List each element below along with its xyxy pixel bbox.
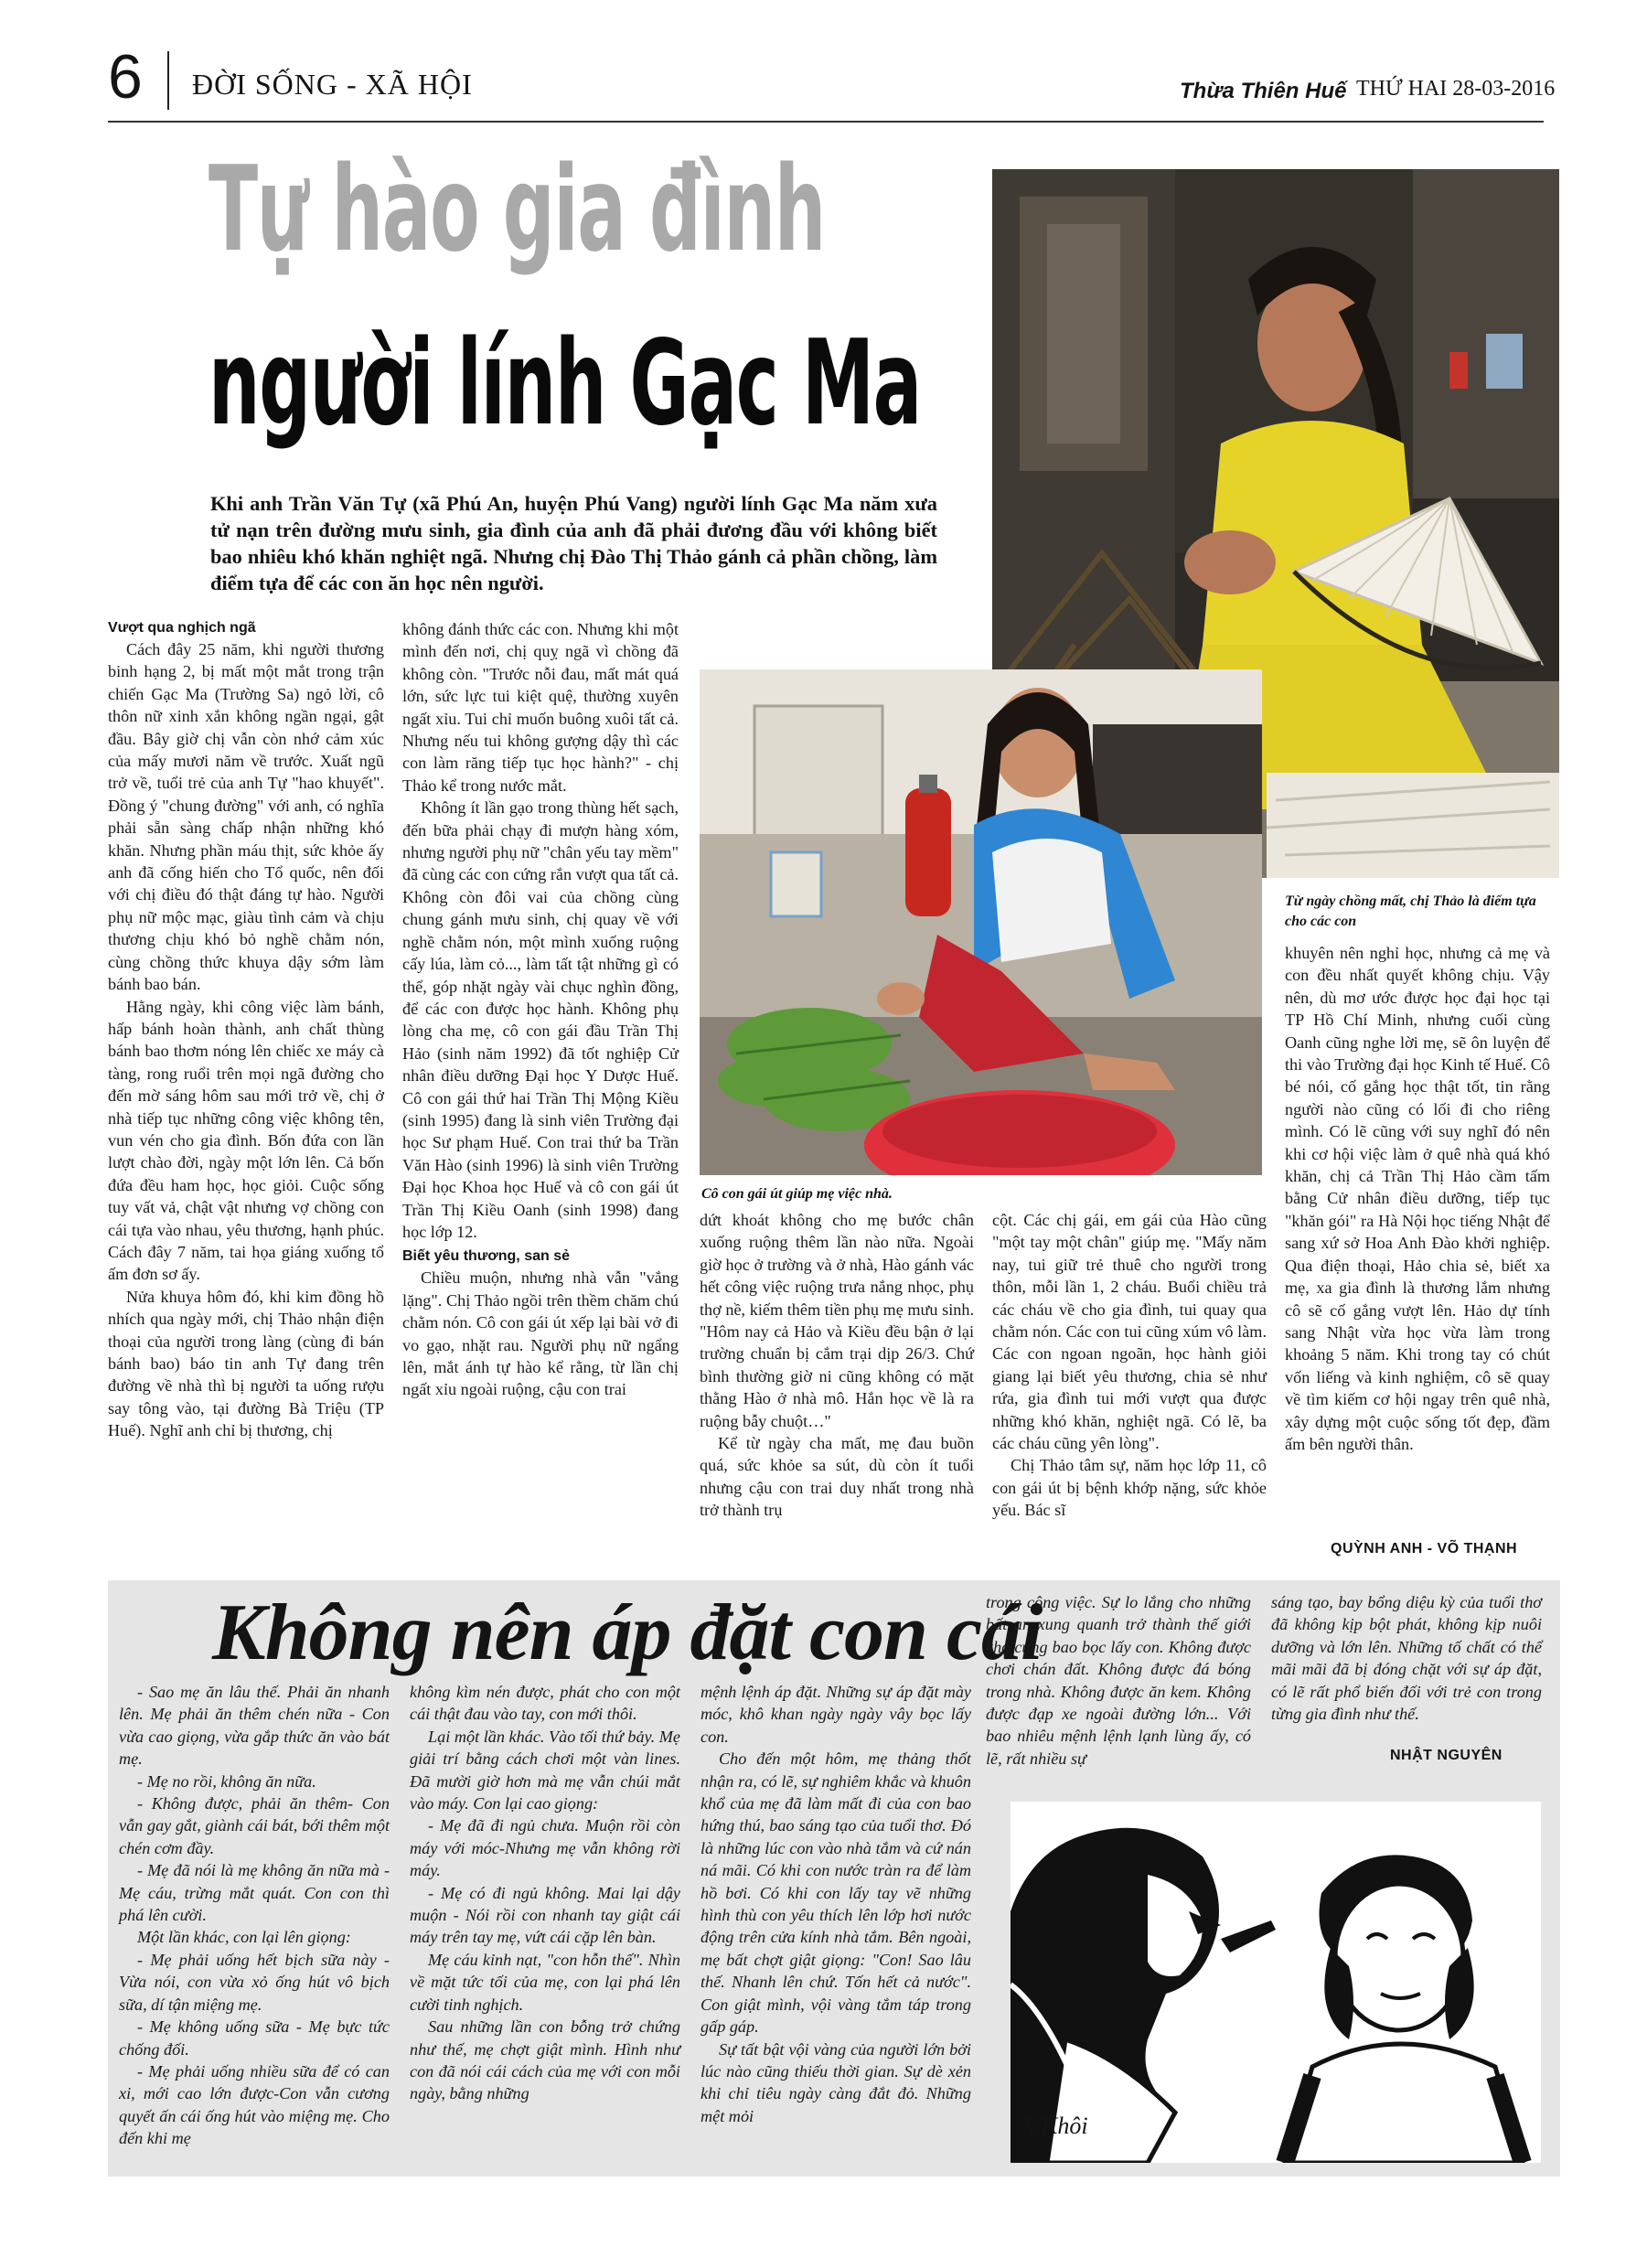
article-lead: Khi anh Trần Văn Tự (xã Phú An, huyện Phú Vang) người lính Gạc Ma năm xưa tử nạn trên đường mưu sinh, gia đình của anh đã phải đương đầu với không biết bao nhiêu khó khăn nghiệt ngã. Nhưng chị Đào Thị Thảo gánh cả phần chồng, làm điểm tựa để các con ăn học nên người. <box>210 492 937 594</box>
paragraph: không kìm nén được, phát cho con một cái thật đau vào tay, con mới thôi. <box>410 1683 680 1724</box>
sidebar-byline: NHẬT NGUYÊN <box>1390 1748 1503 1763</box>
sidebar-column-3 <box>701 1681 971 2127</box>
section-name: ĐỜI SỐNG - XÃ HỘI <box>192 68 473 101</box>
paragraph: - Mẹ đã đi ngủ chưa. Muộn rồi còn máy với móc-Nhưng mẹ vẫn không rời máy. <box>410 1816 680 1880</box>
paragraph: - Mẹ không uống sữa - Mẹ bực tức chống đối. <box>119 2017 390 2059</box>
article-column-3 <box>700 1209 974 1522</box>
paragraph: - Mẹ phải uống hết bịch sữa này - Vừa nói, con vừa xỏ ống hút vô bịch sữa, dí tận miệng mẹ. <box>119 1950 390 2014</box>
article-column-5 <box>1285 942 1550 1455</box>
paragraph: - Không được, phải ăn thêm- Con vẫn gay gắt, giành cái bát, bới thêm một chén cơm đầy. <box>119 1794 390 1857</box>
paragraph: Sự tất bật vội vàng của người lớn bởi lúc nào cũng thiếu thời gian. Sự dè xẻn khi chỉ tiêu ngày càng đắt đỏ. Những mệt mỏi <box>701 2039 971 2125</box>
illustration-drawing <box>1011 1802 1541 2163</box>
issue-date: THỨ HAI 28-03-2016 <box>1356 77 1556 101</box>
photo-daughter-helping-image <box>700 669 1262 1175</box>
subhead-2: Biết yêu thương, san sẻ <box>402 1248 570 1265</box>
column-2-text-b <box>402 1267 679 1400</box>
paragraph: - Mẹ phải uống nhiều sữa để có can xi, mới cao lớn được-Con vẫn cương quyết ấn cái ống hút vào miệng mẹ. Cho đến khi mẹ <box>119 2061 390 2148</box>
sidebar-column-2 <box>410 1681 680 2105</box>
paragraph: Chị Thảo tâm sự, năm học lớp 11, cô con gái út bị bệnh khớp nặng, sức khỏe yếu. Bác sĩ <box>992 1456 1267 1520</box>
paragraph: không đánh thức các con. Nhưng khi một mình đến nơi, chị quỵ ngã vì chồng đã không còn. "Trước nỗi đau, mất mát quá lớn, sức lực tui kiệt quệ, thường xuyên ngất xỉu. Tui chỉ muốn buông xuôi tất cả. Nhưng nếu tui không gượng dậy thì các con làm răng tiếp tục học hành?" - chị Thảo kể trong nước mắt. <box>402 620 679 795</box>
paragraph: Nửa khuya hôm đó, khi kim đồng hồ nhích qua ngày mới, chị Thảo nhận điện thoại của người trong làng (cùng đi bán bánh bao) báo tin anh Tự đang trên đường về nhà thì bị người ta uống rượu say tông vào, tại đường Bà Triệu (TP Huế). Nghĩ anh chỉ bị thương, chị <box>108 1287 384 1440</box>
article-column-1 <box>108 618 384 1442</box>
paragraph: Hằng ngày, khi công việc làm bánh, hấp bánh hoàn thành, anh chất thùng bánh bao thơm nóng lên chiếc xe máy cà tàng, rong ruổi trên mọi ngã đường cho đến mờ sáng hôm sau mới trở về, chị ở nhà tiếp tục những công việc không tên, vun vén cho gia đình. Bốn đứa con lần lượt chào đời, ngày một lớn lên. Cả bốn đứa đều ham học, học giỏi. Cuộc sống tuy vất vả, chật vật nhưng vợ chồng con cái tựa vào nhau, yêu thương, hạnh phúc. Cách đây 7 năm, tai họa giáng xuống tổ ấm đơn sơ ấy. <box>108 997 384 1284</box>
paragraph: - Mẹ no rồi, không ăn nữa. <box>137 1771 316 1791</box>
newspaper-name: Thừa Thiên Huế <box>1180 79 1347 103</box>
column-2-text <box>402 618 679 1243</box>
paragraph: Kể từ ngày cha mất, mẹ đau buồn quá, sức khỏe sa sút, dù còn ít tuổi nhưng cậu con trai duy nhất trong nhà trở thành trụ <box>700 1434 974 1520</box>
paragraph: dứt khoát không cho mẹ bước chân xuống ruộng thêm lần nào nữa. Ngoài giờ học ở trường và ở nhà, Hào gánh vác hết công việc ruộng trưa nắng nhọc, phụ thợ nề, kiếm thêm tiền phụ mẹ mưu sinh. "Hôm nay cả Hảo và Kiều đều bận ở lại trường chuẩn bị cắm trại dịp 26/3. Chứ bình thường giờ ni cũng không có mặt thằng Hào ở nhà mô. Hắn học về là ra ruộng bẫy chuột…" <box>700 1211 974 1430</box>
column-1-text <box>108 638 384 1442</box>
paragraph: - Mẹ đã nói là mẹ không ăn nữa mà - Mẹ cáu, trừng mắt quát. Con con thì phá lên cười. <box>119 1861 390 1925</box>
article-byline: QUỲNH ANH - VÕ THẠNH <box>1331 1541 1518 1557</box>
headline-line-2: người lính Gạc Ma <box>209 316 921 452</box>
paragraph: Lại một lần khác. Vào tối thứ bảy. Mẹ giải trí bằng cách chơi một vàn lines. Đã mười giờ hơn mà mẹ vẫn chúi mắt vào máy. Con lại cao giọng: <box>410 1727 680 1813</box>
sidebar-title: Không nên áp đặt con cái <box>212 1589 1043 1677</box>
paragraph: Mẹ cáu kỉnh nạt, "con hỗn thế". Nhìn về mặt tức tối của mẹ, con lại phá lên cười tinh nghịch. <box>410 1950 680 2014</box>
paragraph: Cho đến một hôm, mẹ thảng thốt nhận ra, có lẽ, sự nghiêm khắc và khuôn khổ của mẹ đã làm mất đi của con bao hứng thú, bao sáng tạo của tuổi thơ. Đó là những lúc con vào nhà tắm và cứ nán ná mãi. Có khi con nước tràn ra để làm hồ bơi. Có khi con lấy tay vẽ những hình thù con yêu thích lên lớp hơi nước động trên cửa kính nhà tắm. Bên ngoài, mẹ bất chợt giật giọng: "Con! Sao lâu thế. Nhanh lên chứ. Tốn hết cả nước". Con giật mình, vội vàng tắm táp trong gấp gáp. <box>701 1749 971 2037</box>
photo-caption-mother: Từ ngày chồng mất, chị Thảo là điểm tựa cho các con <box>1285 893 1536 929</box>
paragraph: Chiều muộn, nhưng nhà vẫn "vắng lặng". Chị Thảo ngồi trên thềm chăm chú chằm nón. Cô con gái út xếp lại bài vở đi vo gạo, nhặt rau. Người phụ nữ ngẩng lên, mắt ánh tự hào kể rằng, từ lần chị ngất xỉu ngoài ruộng, cậu con trai <box>402 1268 679 1399</box>
sidebar-column-1 <box>119 1681 390 2150</box>
header-divider <box>167 51 169 110</box>
photo-daughter-helping <box>700 669 1262 1175</box>
paragraph: - Mẹ có đi ngủ không. Mai lại dậy muộn - Nói rồi con nhanh tay giật cái máy trên tay mẹ, vứt cái cặp lên bàn. <box>410 1883 680 1947</box>
paragraph: khuyên nên nghỉ học, nhưng cả mẹ và con đều nhất quyết không chịu. Vậy nên, dù mơ ước được học đại học tại TP Hồ Chí Minh, nhưng cuối cùng Oanh cũng nghe lời mẹ, sẽ ôn luyện để thi vào Trường đại học Kinh tế Huế. Cô bé nói, cố gắng học thật tốt, tin rằng người nào cũng có lối đi cho riêng mình. Có lẽ cũng với suy nghĩ đó nên khi cơ hội việc làm ở quê nhà quá khó khăn, chị cả Trần Thị Hảo cầm tấm bằng Cử nhân điều dưỡng, tiếp tục "khăn gói" ra Hà Nội học tiếng Nhật để sang xứ sở Hoa Anh Đào khởi nghiệp. Qua điện thoại, Hảo chia sẻ, biết xa mẹ, xa gia đình là thương lắm nhưng cô sẽ cố gắng vượt lên. Hảo dự tính sang Nhật vừa học vừa làm trong khoảng 5 năm. Khi trong tay có chút vốn liếng và kinh nghiệm, cô sẽ quay về tìm kiếm cơ hội ngay trên quê nhà, xây dựng một cuộc sống tốt đẹp, đầm ấm bên người thân. <box>1285 944 1550 1453</box>
article-column-4 <box>992 1209 1267 1522</box>
paragraph: Không ít lần gạo trong thùng hết sạch, đến bữa phải chạy đi mượn hàng xóm, nhưng người phụ nữ "chân yếu tay mềm" đã cùng các con cứng rắn vượt qua tất cả. Không còn đôi vai của chồng cùng chung gánh mưu sinh, chị quay về với nghề chằm nón, một mình xuống ruộng cấy lúa, làm cỏ..., làm tất tật những gì có thể, góp nhặt ngày vài chục nghìn đồng, để các con được học hành. Không phụ lòng cha mẹ, cô con gái đầu Trần Thị Hảo (sinh năm 1992) đã tốt nghiệp Cử nhân điều dưỡng Đại học Y Dược Huế. Cô con gái thứ hai Trần Thị Mộng Kiều (sinh 1995) đang là sinh viên Trường đại học Sư phạm Huế. Con trai thứ ba Trần Văn Hào (sinh 1996) là sinh viên Trường Đại học Khoa học Huế và cô con gái út Trần Thị Kiều Oanh (sinh 1998) đang học lớp 12. <box>402 798 679 1241</box>
page-number: 6 <box>108 42 143 112</box>
paragraph: - Sao mẹ ăn lâu thế. Phải ăn nhanh lên. Mẹ phải ăn thêm chén nữa - Con vừa cao giọng, vừa gắp thức ăn vào bát mẹ. <box>119 1683 390 1769</box>
subhead-1: Vượt qua nghịch ngã <box>108 620 256 636</box>
illustration-signature: V.Khôi <box>1024 2113 1088 2139</box>
paragraph: Một lần khác, con lại lên giọng: <box>137 1928 351 1947</box>
sidebar-column-5 <box>1271 1591 1542 1725</box>
sidebar-column-4 <box>986 1591 1251 1770</box>
article-column-2 <box>402 618 679 1401</box>
headline-line-1: Tự hào gia đình <box>209 142 826 278</box>
paragraph: trong công việc. Sự lo lắng cho những bất an xung quanh trở thành thế giới khó cứng bao bọc lấy con. Không được chơi chán đất. Không được đá bóng trong nhà. Không được ăn kem. Không được đạp xe ngoài đường lớn... Với bao nhiêu mệnh lệnh lạnh lùng ấy, có lẽ, rất nhiều sự <box>986 1593 1251 1768</box>
paragraph: sáng tạo, bay bổng diệu kỳ của tuổi thơ đã không kịp bột phát, không kịp nuôi dưỡng và lớn lên. Những tố chất có thể mãi mãi đã bị đóng chặt với sự áp đặt, có lẽ rất phổ biến đối với trẻ con trong từng gia đình như thế. <box>1271 1593 1542 1724</box>
paragraph: mệnh lệnh áp đặt. Những sự áp đặt mày móc, khô khan ngày ngày vây bọc lấy con. <box>701 1683 971 1746</box>
paragraph: Sau những lần con bỗng trở chứng như thế, mẹ chợt giật mình. Hình như con đã nói cái cách của mẹ với con mỗi ngày, bằng những <box>410 2017 680 2103</box>
paragraph: cột. Các chị gái, em gái của Hào cũng "một tay một chân" giúp mẹ. "Mấy năm nay, tui giữ trẻ thuê cho người trong thôn, mỗi lần 1, 2 cháu. Buổi chiều trả các cháu về cho gia đình, tui quay qua chằm nón. Các con tui cũng xúm vô làm. Các con ngoan ngoãn, học hành giỏi giang lại biết yêu thương, chia sẻ như rứa, gia đình tui mới vượt qua được những khó khăn, nghiệt ngã. Có lẽ, ba các cháu cũng yên lòng". <box>992 1211 1267 1453</box>
photo-caption-daughter: Cô con gái út giúp mẹ việc nhà. <box>701 1186 893 1202</box>
paragraph: Cách đây 25 năm, khi người thương binh hạng 2, bị mất một mắt trong trận chiến Gạc Ma (Trường Sa) ngỏ lời, cô thôn nữ xinh xắn không ngần ngại, gật đầu. Bây giờ chị vẫn còn nhớ cảm xúc của mấy mươi năm về trước. Xuất ngũ trở về, tuổi trẻ của anh Tự "hao khuyết". Đồng ý "chung đường" với anh, có nghĩa phải sẵn sàng chấp nhận những khó khăn. Nhưng phần máu thịt, sức khỏe ấy anh đã cống hiến cho Tổ quốc, nên đối với chị điều đó thật đáng tự hào. Người phụ nữ mộc mạc, giàu tình cảm và chịu thương chịu khó bỏ nghề chằm nón, cùng chồng thức khuya dậy sớm làm bánh bao bán. <box>108 640 384 994</box>
illustration-mother-and-child <box>1011 1802 1541 2163</box>
header-rule <box>108 121 1544 123</box>
